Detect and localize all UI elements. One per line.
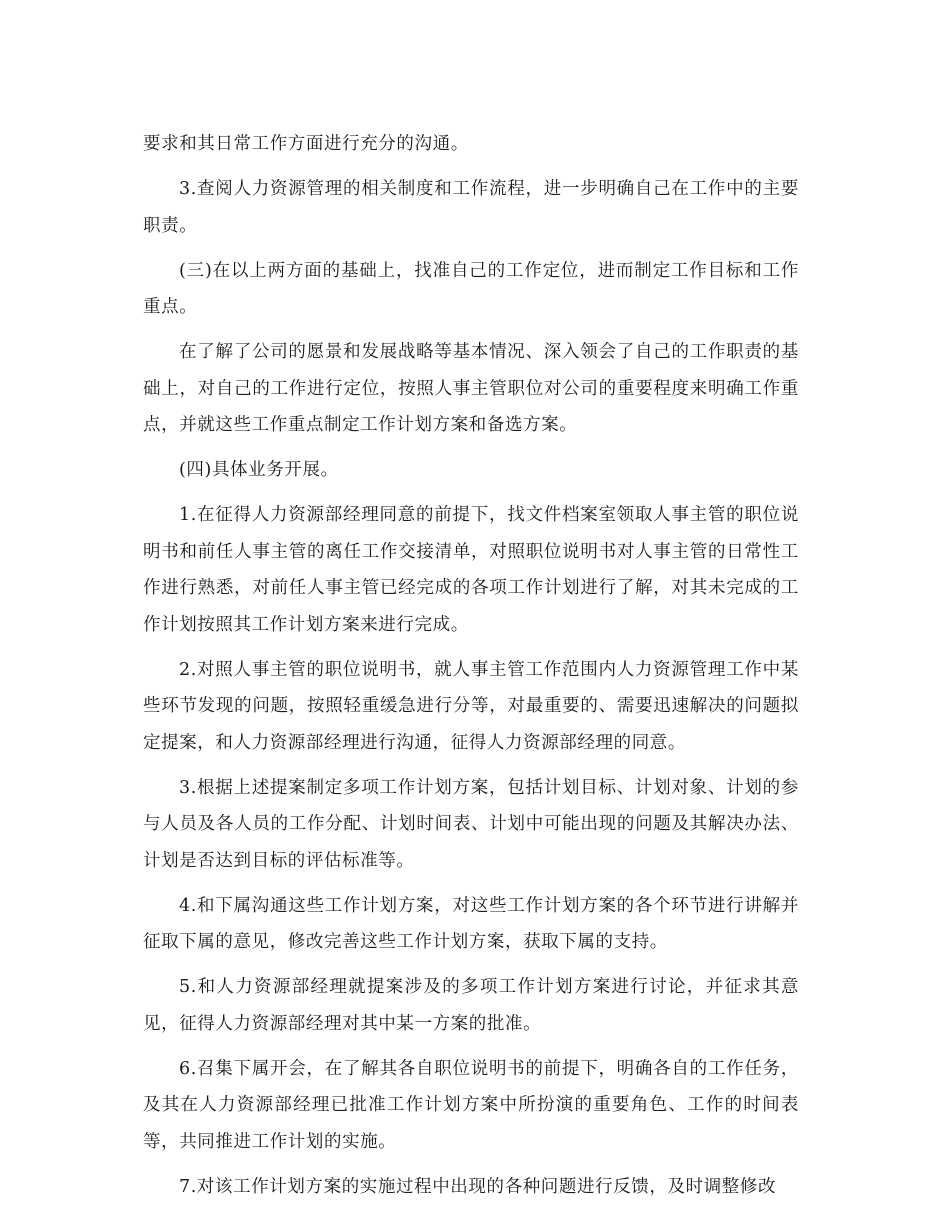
paragraph-item-3-review-policies: 3.查阅人力资源管理的相关制度和工作流程，进一步明确自己在工作中的主要职责。 <box>143 179 799 236</box>
paragraph-item-5: 5.和人力资源部经理就提案涉及的多项工作计划方案进行讨论，并征求其意见，征得人力资源部经理对其中某一方案的批准。 <box>143 977 799 1034</box>
paragraph-item-4: 4.和下属沟通这些工作计划方案，对这些工作计划方案的各个环节进行讲解并征取下属的意见，修改完善这些工作计划方案，获取下属的支持。 <box>143 895 799 952</box>
paragraph-item-2: 2.对照人事主管的职位说明书，就人事主管工作范围内人力资源管理工作中某些环节发现的问题，按照轻重缓急进行分等，对最重要的、需要迅速解决的问题拟定提案，和人力资源部经理进行沟通，征得人力资源部经理的同意。 <box>143 659 799 753</box>
paragraph-item-7: 7.对该工作计划方案的实施过程中出现的各种问题进行反馈，及时调整修改 <box>179 1176 777 1197</box>
document-page <box>143 126 799 1214</box>
paragraph-continuation: 要求和其日常工作方面进行充分的沟通。 <box>143 134 469 154</box>
paragraph-section-3-heading: (三)在以上两方面的基础上，找准自己的工作定位，进而制定工作目标和工作重点。 <box>143 260 799 317</box>
paragraph-item-3: 3.根据上述提案制定多项工作计划方案，包括计划目标、计划对象、计划的参与人员及各人员的工作分配、计划时间表、计划中可能出现的问题及其解决办法、计划是否达到目标的评估标准等。 <box>143 777 799 871</box>
paragraph-positioning: 在了解了公司的愿景和发展战略等基本情况、深入领会了自己的工作职责的基础上，对自己的工作进行定位，按照人事主管职位对公司的重要程度来明确工作重点，并就这些工作重点制定工作计划方案和备选方案。 <box>143 342 799 435</box>
paragraph-item-1: 1.在征得人力资源部经理同意的前提下，找文件档案室领取人事主管的职位说明书和前任人事主管的离任工作交接清单，对照职位说明书对人事主管的日常性工作进行熟悉，对前任人事主管已经完成的各项工作计划进行了解，对其未完成的工作计划按照其工作计划方案来进行完成。 <box>143 505 799 635</box>
paragraph-item-6: 6.召集下属开会，在了解其各自职位说明书的前提下，明确各自的工作任务，及其在人力资源部经理已批准工作计划方案中所扮演的重要角色、工作的时间表等，共同推进工作计划的实施。 <box>143 1058 799 1152</box>
paragraph-section-4-heading: (四)具体业务开展。 <box>179 460 339 480</box>
